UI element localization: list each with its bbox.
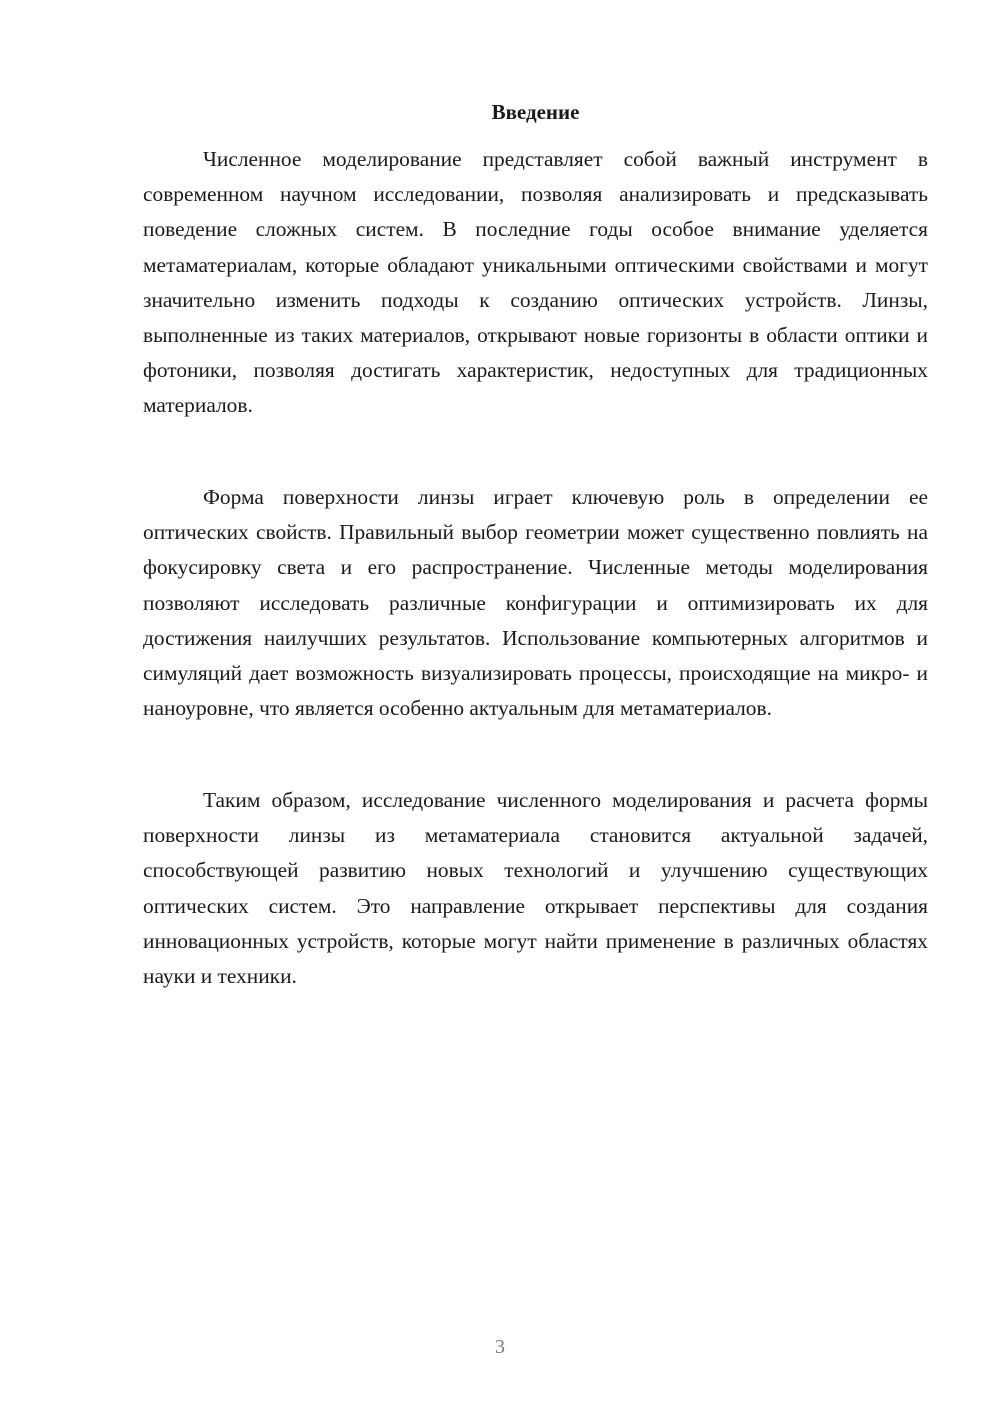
paragraph: Численное моделирование представляет собой важный инструмент в современном научном исследовании, позволяя анализировать и предсказывать поведение сложных систем. В последние годы особое внимание уделяется метаматериалам, которые обладают уникальными оптическими свойствами и могут значительно изменить подходы к созданию оптических устройств. Линзы, выполненные из таких материалов, открывают новые горизонты в области оптики и фотоники, позволяя достигать характеристик, недоступных для традиционных материалов. (143, 147, 928, 418)
section-heading: Введение (491, 100, 580, 124)
paragraph: Форма поверхности линзы играет ключевую роль в определении ее оптических свойств. Правильный выбор геометрии может существенно повлиять на фокусировку света и его распространение. Численные методы моделирования позволяют исследовать различные конфигурации и оптимизировать их для достижения наилучших результатов. Использование компьютерных алгоритмов и симуляций дает возможность визуализировать процессы, происходящие на микро- и наноуровне, что является особенно актуальным для метаматериалов. (143, 485, 928, 721)
paragraph: Таким образом, исследование численного моделирования и расчета формы поверхности линзы из метаматериала становится актуальной задачей, способствующей развитию новых технологий и улучшению существующих оптических систем. Это направление открывает перспективы для создания инновационных устройств, которые могут найти применение в различных областях науки и техники. (143, 788, 928, 989)
page-number: 3 (495, 1336, 505, 1358)
